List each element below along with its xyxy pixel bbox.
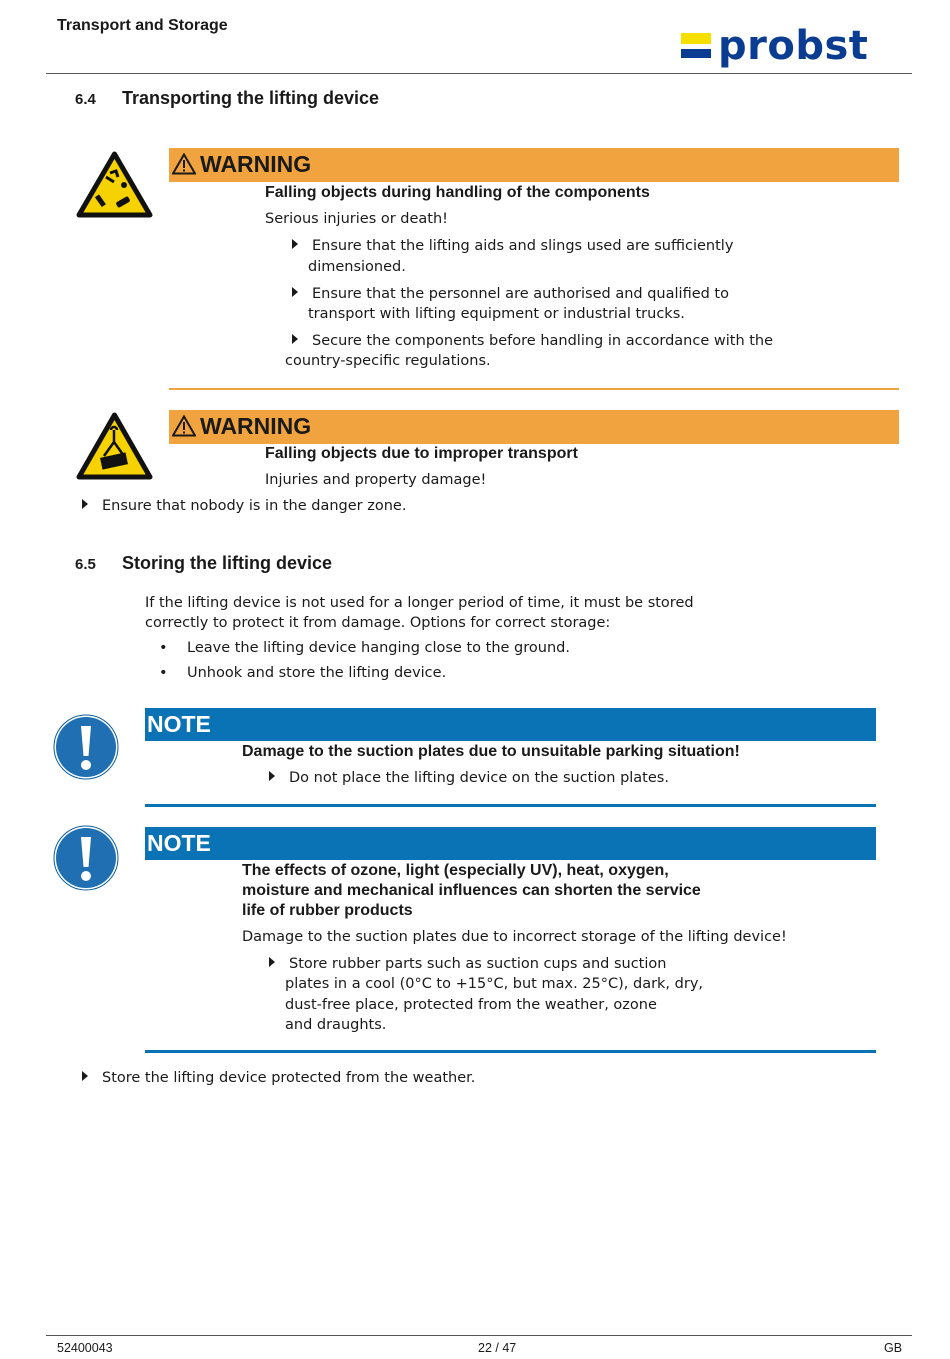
bullet-item: • Leave the lifting device hanging close to the ground. (159, 640, 570, 656)
list-item: Ensure that the lifting aids and slings used are sufficiently (292, 236, 733, 257)
logo-text: probst (718, 26, 869, 68)
arrow-bullet-icon (292, 334, 298, 344)
arrow-bullet-icon (82, 1071, 88, 1081)
footer-page-number: 22 / 47 (478, 1341, 517, 1355)
warning-label: WARNING (200, 413, 312, 439)
warning-consequence: Serious injuries or death! (265, 211, 448, 227)
list-item-cont: plates in a cool (0°C to +15°C, but max. 25°C), dark, dry, (285, 976, 704, 992)
arrow-bullet-icon (269, 771, 275, 781)
arrow-bullet-icon (292, 239, 298, 249)
section-title: Transporting the lifting device (122, 88, 380, 108)
mandatory-exclamation-icon (53, 714, 119, 780)
arrow-bullet-icon (82, 499, 88, 509)
section-title: Storing the lifting device (122, 553, 333, 573)
warning-subtitle: Falling objects during handling of the components (265, 184, 650, 201)
instruction-item: Ensure that nobody is in the danger zone. (82, 496, 406, 517)
warning-triangle-icon (172, 153, 196, 175)
list-item: Secure the components before handling in accordance with the (292, 331, 773, 352)
warning-triangle-icon (172, 415, 196, 437)
note-consequence: Damage to the suction plates due to incorrect storage of the lifting device! (242, 929, 787, 945)
note-label: NOTE (147, 711, 211, 737)
list-item-cont: dust-free place, protected from the weather, ozone (285, 997, 657, 1013)
intro-line: If the lifting device is not used for a longer period of time, it must be stored (145, 595, 694, 611)
note-subtitle-line: life of rubber products (242, 902, 413, 919)
footer-language: GB (884, 1341, 903, 1355)
section-number: 6.5 (75, 556, 96, 573)
note-banner (145, 827, 876, 860)
list-item-cont: and draughts. (285, 1017, 387, 1033)
note-subtitle-line: The effects of ozone, light (especially UV), heat, oxygen, (242, 862, 669, 879)
bullet-item: • Unhook and store the lifting device. (159, 665, 447, 681)
warning-label: WARNING (200, 151, 312, 177)
list-item: Do not place the lifting device on the suction plates. (269, 768, 669, 789)
warning-banner (169, 410, 899, 444)
warning-banner (169, 148, 899, 182)
list-item: Store rubber parts such as suction cups and suction (269, 954, 666, 975)
warning-subtitle: Falling objects due to improper transport (265, 445, 578, 462)
note-subtitle-line: moisture and mechanical influences can shorten the service (242, 882, 701, 899)
arrow-bullet-icon (292, 287, 298, 297)
list-item: Ensure that the personnel are authorised and qualified to (292, 284, 729, 305)
header-title: Transport and Storage (57, 17, 228, 34)
falling-objects-hazard-icon (76, 151, 153, 218)
note-subtitle: Damage to the suction plates due to unsuitable parking situation! (242, 743, 740, 760)
note-end-rule (145, 1050, 876, 1053)
probst-logo (680, 26, 906, 68)
list-item-cont: transport with lifting equipment or industrial trucks. (308, 306, 685, 322)
footer-divider (46, 1335, 912, 1336)
header-divider (46, 73, 912, 74)
suspended-load-hazard-icon (76, 412, 153, 480)
warning-consequence: Injuries and property damage! (265, 472, 487, 488)
list-item-cont: country-specific regulations. (285, 353, 491, 369)
arrow-bullet-icon (269, 957, 275, 967)
section-number: 6.4 (75, 91, 96, 108)
note-end-rule (145, 804, 876, 807)
instruction-item: Store the lifting device protected from the weather. (82, 1068, 475, 1089)
warning-end-rule (169, 388, 899, 390)
intro-line: correctly to protect it from damage. Options for correct storage: (145, 615, 611, 631)
mandatory-exclamation-icon (53, 825, 119, 891)
note-label: NOTE (147, 830, 211, 856)
list-item-cont: dimensioned. (308, 259, 406, 275)
footer-doc-number: 52400043 (57, 1341, 113, 1355)
note-banner (145, 708, 876, 741)
